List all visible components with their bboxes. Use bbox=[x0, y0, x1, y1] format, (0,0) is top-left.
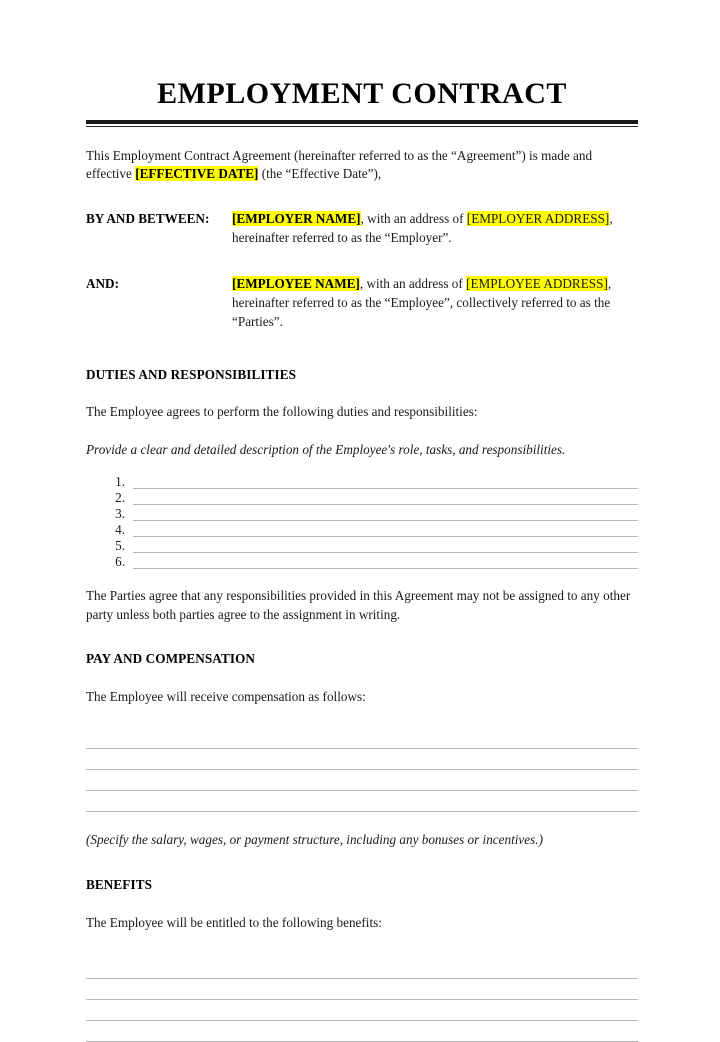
benefits-write-line[interactable] bbox=[86, 958, 638, 979]
list-item-number: 1. bbox=[115, 473, 125, 489]
intro-text-before: This Employment Contract Agreement (hereinafter referred to as the “Agreement”) is made and effective bbox=[86, 147, 593, 182]
employee-after-text: , hereinafter referred to as the “Employee”, collectively referred to as the “Parties”. bbox=[232, 276, 612, 329]
list-item-write-line[interactable] bbox=[133, 539, 638, 553]
list-item-write-line[interactable] bbox=[133, 555, 638, 569]
benefits-write-line[interactable] bbox=[86, 1000, 638, 1021]
list-item bbox=[86, 553, 638, 569]
party-label-employer: BY AND BETWEEN: bbox=[86, 210, 210, 226]
benefits-write-line[interactable] bbox=[86, 1021, 638, 1042]
employee-name-placeholder[interactable]: [EMPLOYEE NAME] bbox=[232, 276, 360, 292]
list-item-number: 4. bbox=[115, 521, 125, 537]
employer-after-text: , hereinafter referred to as the “Employer”. bbox=[232, 210, 613, 245]
list-item bbox=[86, 489, 638, 505]
intro-paragraph bbox=[86, 147, 638, 184]
list-item-number: 2. bbox=[115, 489, 125, 505]
party-block-employee bbox=[86, 275, 638, 331]
benefits-write-lines bbox=[86, 958, 638, 1042]
pay-write-line[interactable] bbox=[86, 749, 638, 770]
section-heading-duties: DUTIES AND RESPONSIBILITIES bbox=[86, 366, 297, 382]
list-item bbox=[86, 505, 638, 521]
list-item-number: 3. bbox=[115, 505, 125, 521]
intro-text-after: (the “Effective Date”), bbox=[258, 166, 382, 182]
list-item-write-line[interactable] bbox=[133, 523, 638, 537]
pay-lead-text: The Employee will receive compensation as follows: bbox=[86, 688, 366, 704]
employer-mid-text: , with an address of bbox=[360, 210, 467, 226]
employee-address-placeholder[interactable]: [EMPLOYEE ADDRESS] bbox=[466, 276, 608, 292]
employer-address-placeholder[interactable]: [EMPLOYER ADDRESS] bbox=[466, 210, 610, 226]
duties-closing-paragraph: The Parties agree that any responsibilities provided in this Agreement may not be assigned to any other party unless both parties agree to the assignment in writing. bbox=[86, 587, 631, 622]
duties-instruction-text: Provide a clear and detailed description of the Employee's role, tasks, and responsibilities. bbox=[86, 441, 566, 457]
effective-date-placeholder[interactable]: [EFFECTIVE DATE] bbox=[135, 166, 259, 182]
title-divider bbox=[86, 120, 638, 127]
party-body-employer bbox=[232, 210, 638, 247]
list-item-number: 6. bbox=[115, 553, 125, 569]
section-heading-benefits: BENEFITS bbox=[86, 877, 153, 893]
party-block-employer bbox=[86, 210, 638, 247]
party-label-employee: AND: bbox=[86, 276, 119, 292]
list-item bbox=[86, 521, 638, 537]
section-heading-pay: PAY AND COMPENSATION bbox=[86, 651, 256, 667]
employer-name-placeholder[interactable]: [EMPLOYER NAME] bbox=[232, 210, 361, 226]
pay-write-line[interactable] bbox=[86, 791, 638, 812]
list-item bbox=[86, 537, 638, 553]
benefits-lead-text: The Employee will be entitled to the following benefits: bbox=[86, 914, 382, 930]
pay-write-line[interactable] bbox=[86, 728, 638, 749]
party-body-employee bbox=[232, 275, 638, 331]
pay-write-lines bbox=[86, 728, 638, 812]
list-item-write-line[interactable] bbox=[133, 507, 638, 521]
employee-mid-text: , with an address of bbox=[359, 276, 467, 292]
list-item-number: 5. bbox=[115, 537, 125, 553]
benefits-write-line[interactable] bbox=[86, 979, 638, 1000]
list-item bbox=[86, 473, 638, 489]
pay-instruction-note: (Specify the salary, wages, or payment structure, including any bonuses or incentives.) bbox=[86, 832, 543, 848]
pay-write-line[interactable] bbox=[86, 770, 638, 791]
duties-numbered-list bbox=[86, 473, 638, 569]
page-title: EMPLOYMENT CONTRACT bbox=[157, 77, 567, 110]
list-item-write-line[interactable] bbox=[133, 491, 638, 505]
document-content bbox=[86, 0, 638, 1042]
list-item-write-line[interactable] bbox=[133, 475, 638, 489]
duties-lead-text: The Employee agrees to perform the following duties and responsibilities: bbox=[86, 404, 478, 420]
